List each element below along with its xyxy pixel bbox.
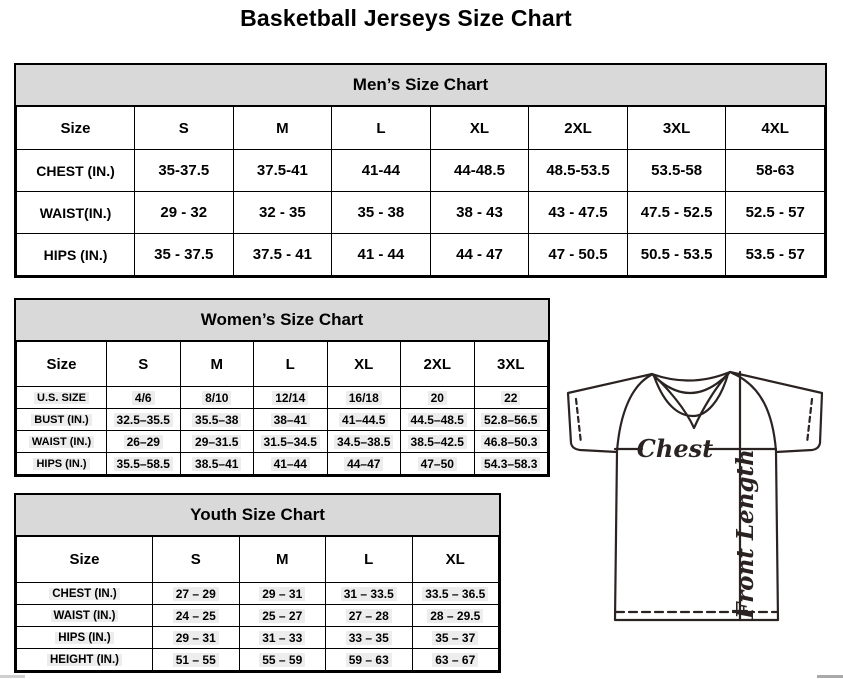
measurement-value-text: 20 [428, 391, 447, 405]
measurement-value-text: 35.5–38 [192, 413, 241, 427]
measurement-value-text: 38–41 [271, 413, 310, 427]
measurement-value: 43 - 47.5 [529, 192, 628, 234]
measurement-value-text: 46.8–50.3 [481, 435, 540, 449]
measurement-value [254, 431, 328, 453]
measurement-value-text: 28 – 29.5 [427, 609, 483, 623]
measurement-value-text: 51 – 55 [173, 653, 219, 667]
jersey-icon [556, 364, 832, 626]
row-label-text: HIPS (IN.) [33, 458, 89, 470]
measurement-value-text: 33 – 35 [346, 631, 392, 645]
measurement-value [327, 409, 401, 431]
size-header-row [17, 107, 825, 150]
size-column-header: 2XL [529, 107, 628, 150]
measurement-value: 44 - 47 [430, 234, 529, 276]
measurement-value-text: 38.5–42.5 [408, 435, 467, 449]
measurement-value-text: 27 – 28 [346, 609, 392, 623]
measurement-value: 47.5 - 52.5 [627, 192, 726, 234]
measurement-value [412, 583, 499, 605]
measurement-value: 37.5 - 41 [233, 234, 332, 276]
row-label-text: CHEST (IN.) [49, 588, 120, 600]
measurement-value-text: 35.5–58.5 [114, 457, 173, 471]
measurement-value-text: 16/18 [346, 391, 382, 405]
measurement-value [326, 627, 413, 649]
measurement-value-text: 31 – 33.5 [341, 587, 397, 601]
row-label: CHEST (IN.) [17, 150, 135, 192]
measurement-value [254, 409, 328, 431]
measurement-value: 52.5 - 57 [726, 192, 825, 234]
measurement-value [153, 649, 240, 671]
measurement-row [17, 234, 825, 276]
measurement-value-text: 31.5–34.5 [261, 435, 320, 449]
measurement-value: 53.5-58 [627, 150, 726, 192]
measurement-value [401, 387, 475, 409]
row-label [17, 453, 107, 475]
measurement-row [17, 649, 499, 671]
row-label [17, 605, 153, 627]
measurement-value [412, 649, 499, 671]
row-label [17, 627, 153, 649]
measurement-value-text: 12/14 [272, 391, 308, 405]
youth-size-chart [14, 493, 501, 673]
measurement-value-text: 47–50 [418, 457, 457, 471]
measurement-value [107, 409, 181, 431]
measurement-row [17, 627, 499, 649]
measurement-value [239, 649, 326, 671]
measurement-value [326, 605, 413, 627]
measurement-value-text: 25 – 27 [259, 609, 305, 623]
measurement-row [17, 583, 499, 605]
measurement-value-text: 22 [501, 391, 520, 405]
measurement-value: 58-63 [726, 150, 825, 192]
row-label [17, 431, 107, 453]
row-label-text: WAIST (IN.) [51, 610, 119, 622]
row-label: HIPS (IN.) [17, 234, 135, 276]
collar-lines [652, 372, 730, 416]
page-title: Basketball Jerseys Size Chart [240, 5, 572, 31]
measurement-value: 53.5 - 57 [726, 234, 825, 276]
measurement-value [107, 453, 181, 475]
size-corner-header: Size [17, 107, 135, 150]
row-label: WAIST(IN.) [17, 192, 135, 234]
measurement-value [153, 627, 240, 649]
measurement-value [474, 431, 548, 453]
size-column-header: 2XL [401, 342, 475, 387]
measurement-value: 37.5-41 [233, 150, 332, 192]
row-label [17, 649, 153, 671]
measurement-value: 47 - 50.5 [529, 234, 628, 276]
measurement-value [254, 453, 328, 475]
measurement-value: 35 - 37.5 [135, 234, 234, 276]
measurement-value-text: 63 – 67 [432, 653, 478, 667]
measurement-row [17, 453, 548, 475]
measurement-value-text: 41–44 [271, 457, 310, 471]
row-label-text: HIPS (IN.) [55, 632, 113, 644]
measurement-row [17, 192, 825, 234]
measurement-value: 35 - 38 [332, 192, 431, 234]
size-column-header: L [254, 342, 328, 387]
chest-label: Chest [636, 434, 714, 463]
measurement-row [17, 431, 548, 453]
size-column-header: L [332, 107, 431, 150]
measurement-value [107, 431, 181, 453]
measurement-row [17, 605, 499, 627]
size-column-header: 4XL [726, 107, 825, 150]
measurement-value [180, 387, 254, 409]
jersey-measurement-diagram [556, 364, 832, 626]
measurement-value-text: 8/10 [202, 391, 231, 405]
size-column-header: L [326, 537, 413, 583]
horizontal-scrollbar-fragment-left[interactable] [0, 675, 25, 678]
measurement-value [327, 431, 401, 453]
measurement-value [401, 409, 475, 431]
size-corner-header: Size [17, 537, 153, 583]
measurement-value-text: 32.5–35.5 [114, 413, 173, 427]
measurement-value [412, 627, 499, 649]
mens-size-chart [14, 63, 827, 278]
measurement-value-text: 44–47 [344, 457, 383, 471]
size-column-header: XL [327, 342, 401, 387]
row-label [17, 409, 107, 431]
row-label-text: HEIGHT (IN.) [47, 654, 122, 666]
measurement-value [326, 583, 413, 605]
measurement-row [17, 150, 825, 192]
measurement-row [17, 387, 548, 409]
size-column-header: S [153, 537, 240, 583]
measurement-value: 48.5-53.5 [529, 150, 628, 192]
measurement-value-text: 59 – 63 [346, 653, 392, 667]
size-column-header: S [107, 342, 181, 387]
measurement-row [17, 409, 548, 431]
measurement-value: 38 - 43 [430, 192, 529, 234]
measurement-value [107, 387, 181, 409]
measurement-value [254, 387, 328, 409]
size-column-header: M [233, 107, 332, 150]
measurement-value: 44-48.5 [430, 150, 529, 192]
measurement-value [180, 453, 254, 475]
row-label-text: BUST (IN.) [31, 414, 91, 426]
measurement-value-text: 29–31.5 [192, 435, 241, 449]
row-label-text: U.S. SIZE [34, 392, 89, 404]
measurement-value-text: 35 – 37 [432, 631, 478, 645]
size-header-row [17, 537, 499, 583]
measurement-value [474, 453, 548, 475]
womens-size-chart [14, 298, 550, 477]
measurement-value [239, 583, 326, 605]
size-column-header: M [239, 537, 326, 583]
measurement-value: 41 - 44 [332, 234, 431, 276]
measurement-value [474, 387, 548, 409]
measurement-value [180, 431, 254, 453]
measurement-value-text: 38.5–41 [192, 457, 241, 471]
measurement-value-text: 55 – 59 [259, 653, 305, 667]
measurement-value-text: 27 – 29 [173, 587, 219, 601]
measurement-value [327, 453, 401, 475]
size-corner-header: Size [17, 342, 107, 387]
measurement-value: 35-37.5 [135, 150, 234, 192]
measurement-value [474, 409, 548, 431]
womens-size-chart-header: Women’s Size Chart [16, 300, 548, 341]
size-header-row [17, 342, 548, 387]
row-label [17, 583, 153, 605]
size-column-header: XL [430, 107, 529, 150]
womens-size-table [16, 341, 548, 475]
mens-size-chart-header: Men’s Size Chart [16, 65, 825, 106]
measurement-value-text: 4/6 [132, 391, 155, 405]
measurement-value: 29 - 32 [135, 192, 234, 234]
youth-size-table [16, 536, 499, 671]
measurement-value [326, 649, 413, 671]
measurement-value: 50.5 - 53.5 [627, 234, 726, 276]
measurement-value [401, 431, 475, 453]
measurement-value [153, 605, 240, 627]
measurement-value [412, 605, 499, 627]
front-length-label: Front Length [732, 449, 759, 619]
measurement-value-text: 52.8–56.5 [481, 413, 540, 427]
youth-size-chart-header: Youth Size Chart [16, 495, 499, 536]
measurement-value [401, 453, 475, 475]
measurement-value-text: 33.5 – 36.5 [422, 587, 488, 601]
horizontal-scrollbar-fragment-right[interactable] [817, 675, 843, 678]
size-column-header: S [135, 107, 234, 150]
measurement-value-text: 29 – 31 [173, 631, 219, 645]
size-column-header: M [180, 342, 254, 387]
measurement-value-text: 31 – 33 [259, 631, 305, 645]
measurement-value: 32 - 35 [233, 192, 332, 234]
row-label-text: WAIST (IN.) [29, 436, 94, 448]
measurement-value: 41-44 [332, 150, 431, 192]
measurement-value [239, 627, 326, 649]
size-column-header: 3XL [474, 342, 548, 387]
jersey-outline [568, 372, 822, 620]
measurement-value-text: 44.5–48.5 [408, 413, 467, 427]
measurement-value-text: 41–44.5 [339, 413, 388, 427]
measurement-value [327, 387, 401, 409]
measurement-value-text: 54.3–58.3 [481, 457, 540, 471]
row-label [17, 387, 107, 409]
measurement-value-text: 29 – 31 [259, 587, 305, 601]
size-column-header: 3XL [627, 107, 726, 150]
measurement-value [180, 409, 254, 431]
measurement-value [239, 605, 326, 627]
measurement-value [153, 583, 240, 605]
measurement-value-text: 26–29 [124, 435, 163, 449]
mens-size-table [16, 106, 825, 276]
measurement-value-text: 24 – 25 [173, 609, 219, 623]
measurement-value-text: 34.5–38.5 [334, 435, 393, 449]
size-column-header: XL [412, 537, 499, 583]
